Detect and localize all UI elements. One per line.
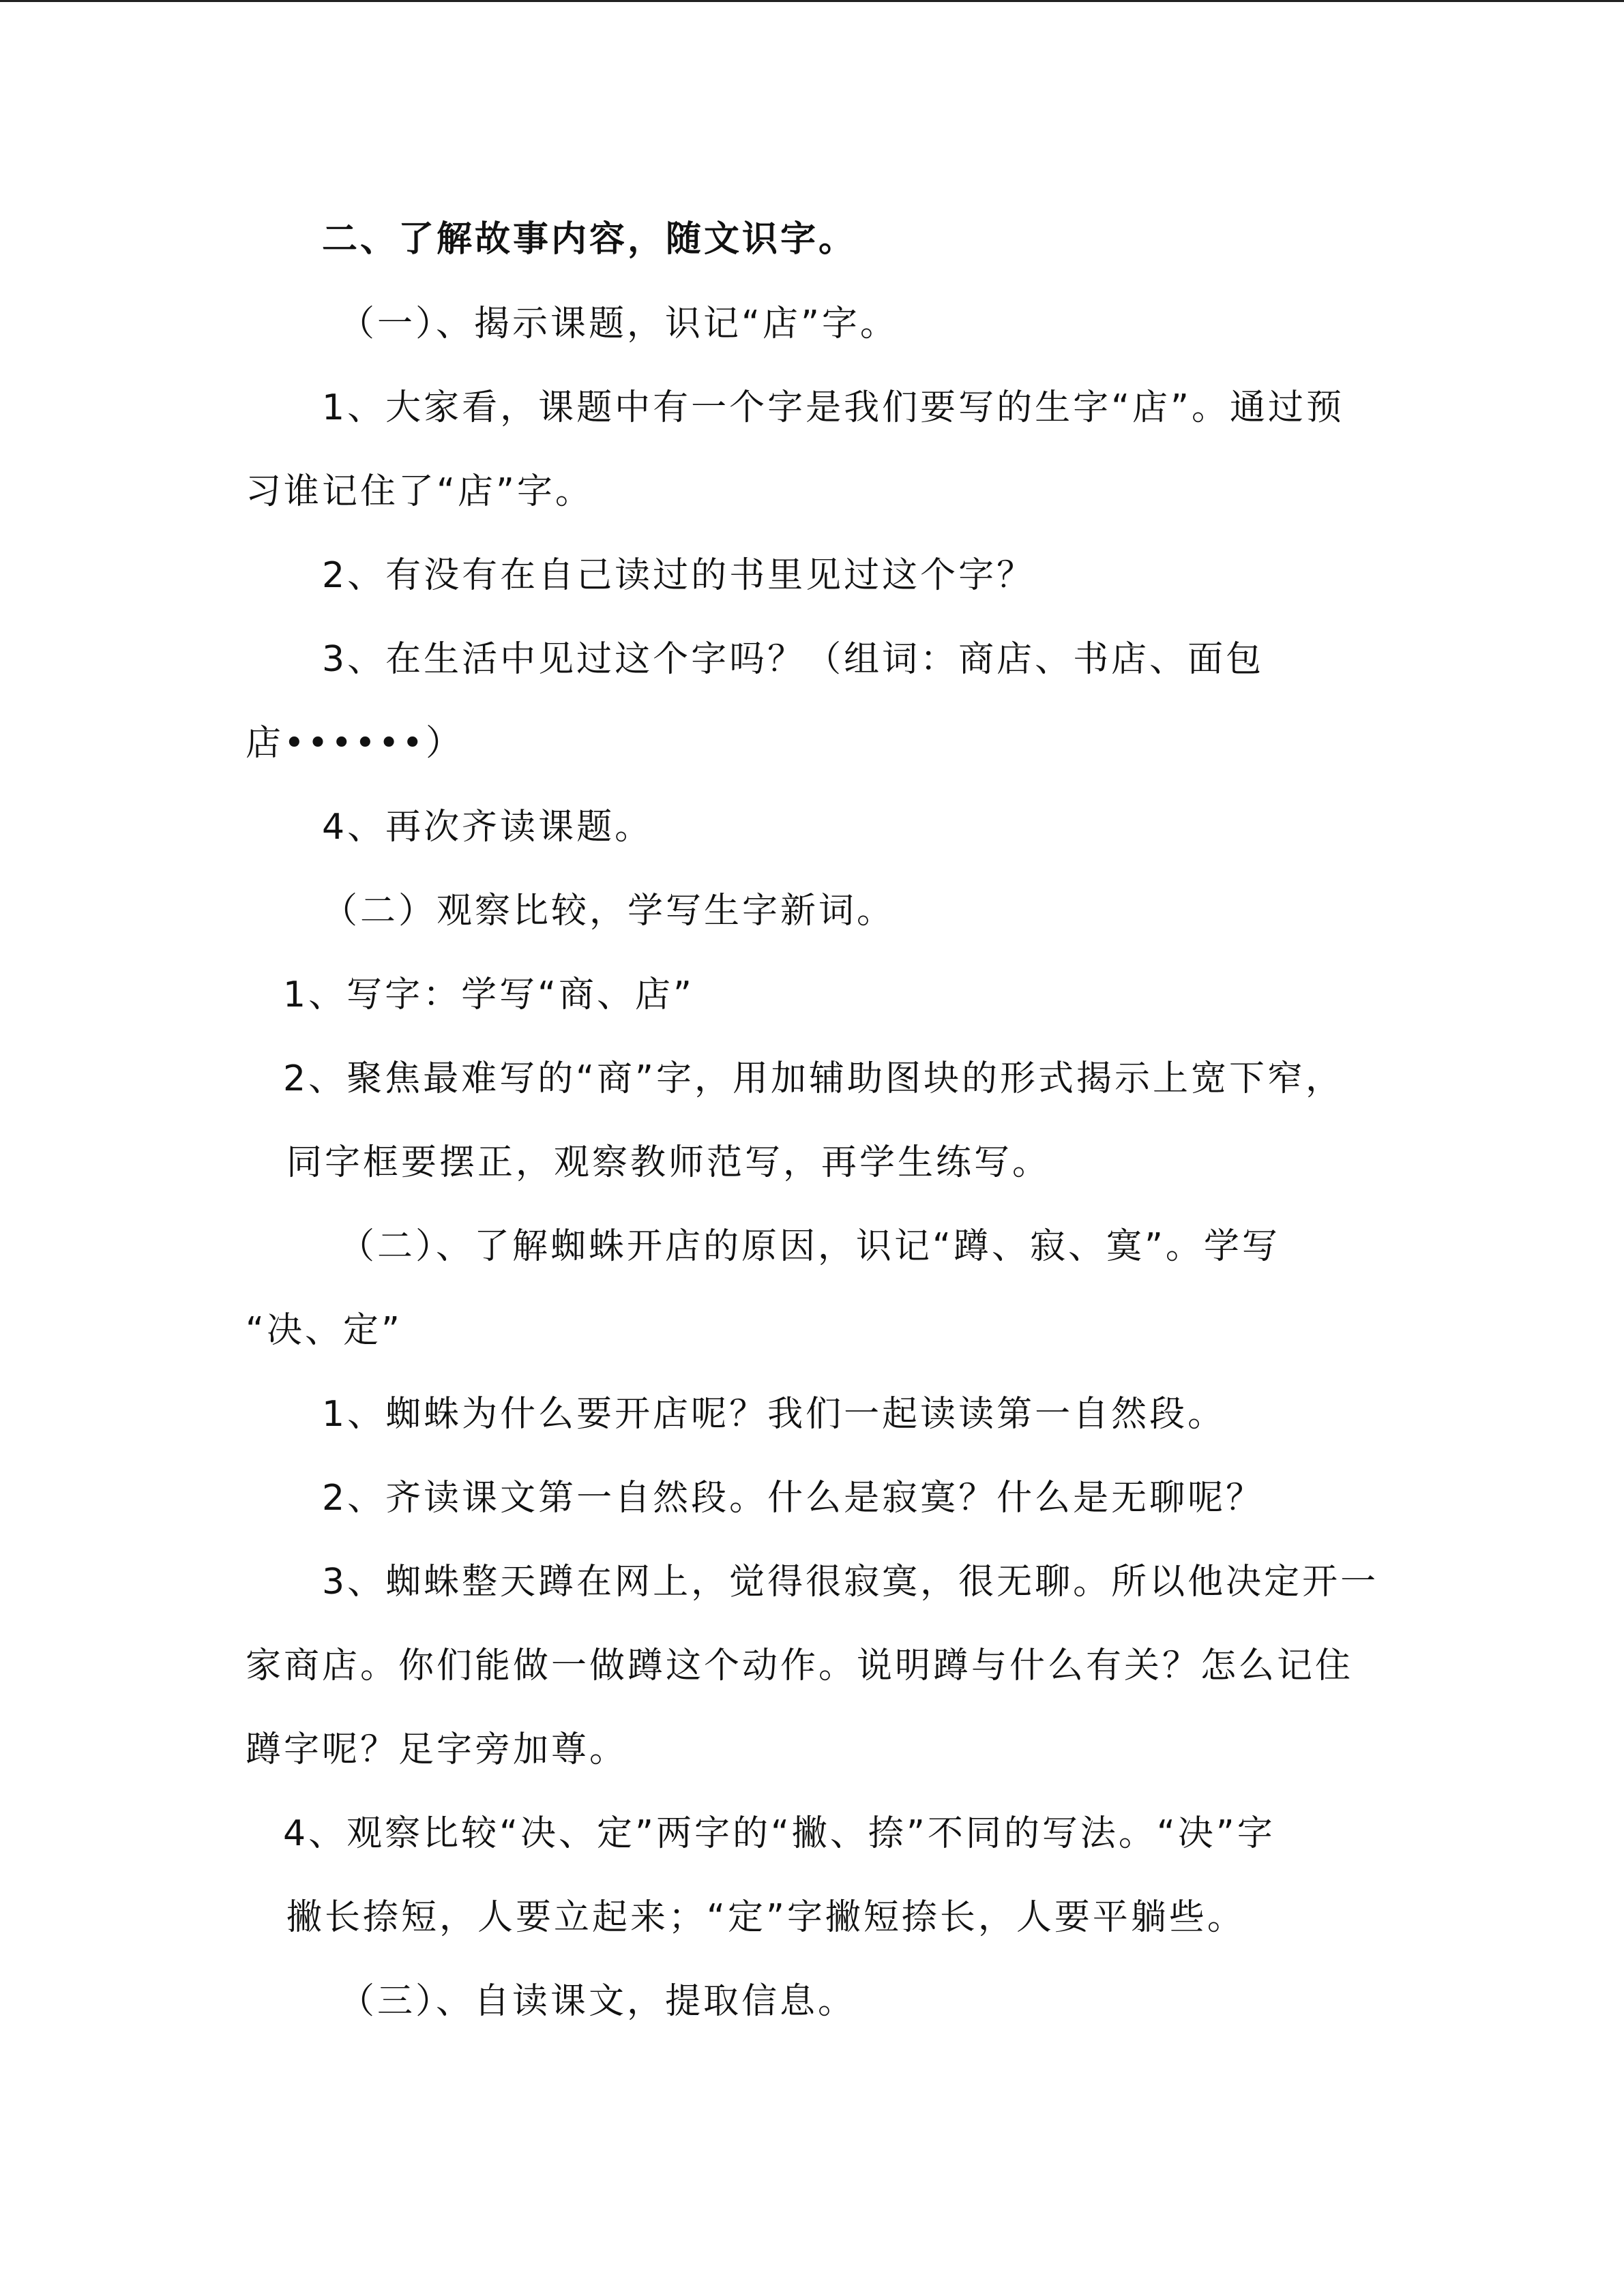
paragraph-line: 习谁记住了“店”字。 [246, 471, 593, 512]
paragraph-line: 店••••••） [246, 723, 464, 764]
paragraph-line: 1、写字：学写“商、店” [283, 974, 694, 1015]
paragraph-line: 家商店。你们能做一做蹲这个动作。说明蹲与什么有关？怎么记住 [246, 1645, 1354, 1686]
subsection-heading: （二）、了解蜘蛛开店的原因，识记“蹲、寂、寞”。学写 [339, 1226, 1280, 1267]
paragraph-line: 3、在生活中见过这个字吗？（组词：商店、书店、面包 [322, 639, 1265, 680]
paragraph-line: 4、观察比较“决、定”两字的“撇、捺”不同的写法。“决”字 [283, 1813, 1275, 1854]
paragraph-line: 1、大家看，课题中有一个字是我们要写的生字“店”。通过预 [322, 387, 1344, 428]
paragraph-line: 2、有没有在自己读过的书里见过这个字？ [322, 555, 1035, 596]
subsection-heading: （三）、自读课文，提取信息。 [339, 1981, 857, 2022]
paragraph-line: 2、聚焦最难写的“商”字，用加辅助图块的形式揭示上宽下窄， [283, 1058, 1344, 1099]
paragraph-line: 1、蜘蛛为什么要开店呢？我们一起读读第一自然段。 [322, 1394, 1226, 1435]
top-border-line [0, 0, 1624, 2]
subsection-heading: （一）、揭示课题，识记“店”字。 [339, 303, 898, 344]
paragraph-line: 2、齐读课文第一自然段。什么是寂寞？什么是无聊呢？ [322, 1478, 1265, 1519]
section-heading: 二、了解故事内容，随文识字。 [322, 219, 857, 260]
paragraph-line: 3、蜘蛛整天蹲在网上，觉得很寂寞，很无聊。所以他决定开一 [322, 1562, 1379, 1602]
paragraph-line: “决、定” [246, 1310, 402, 1351]
paragraph-line: 撇长捺短，人要立起来；“定”字撇短捺长，人要平躺些。 [286, 1897, 1245, 1938]
paragraph-line: 4、再次齐读课题。 [322, 807, 653, 848]
paragraph-line: 同字框要摆正，观察教师范写，再学生练写。 [286, 1142, 1051, 1183]
paragraph-line: 蹲字呢？足字旁加尊。 [246, 1729, 628, 1770]
subsection-heading: （二）观察比较，学写生字新词。 [322, 891, 896, 931]
